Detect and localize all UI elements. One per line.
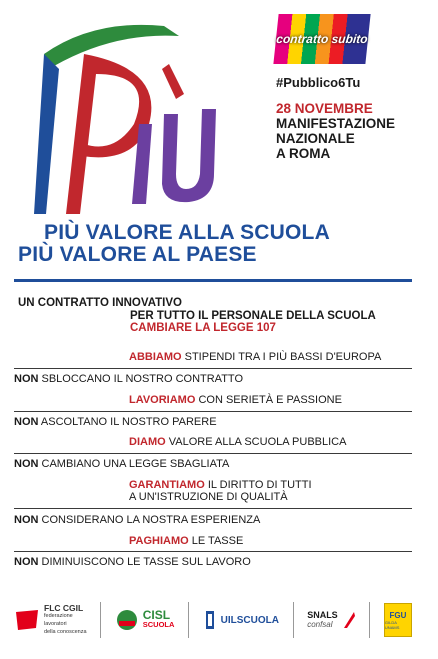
statement-row: LAVORIAMO CON SERIETÀ E PASSIONE	[129, 394, 342, 406]
intro-block	[18, 297, 376, 335]
statement-row: NON SBLOCCANO IL NOSTRO CONTRATTO	[14, 373, 243, 385]
headline-divider	[14, 279, 412, 282]
row-divider	[14, 551, 412, 552]
headline-line-2: PIÙ VALORE AL PAESE	[18, 243, 257, 266]
flc-flag-icon	[14, 608, 40, 632]
uil-scuola-logo: UILSCUOLA	[203, 600, 279, 640]
contratto-subito-badge	[273, 14, 370, 64]
statement-row: PAGHIAMO LE TASSE	[129, 535, 244, 547]
headline-line-1: PIÙ VALORE ALLA SCUOLA	[44, 221, 330, 244]
logo-blue-stroke	[34, 54, 59, 214]
row-divider	[14, 508, 412, 509]
event-line-3: A ROMA	[276, 146, 331, 161]
row-divider	[14, 411, 412, 412]
row-divider	[14, 453, 412, 454]
event-line-1: MANIFESTAZIONE	[276, 116, 395, 131]
cisl-circle-icon	[115, 608, 139, 632]
headline	[18, 221, 434, 266]
statement-row: NON CAMBIANO UNA LEGGE SBAGLIATA	[14, 458, 230, 470]
footer-divider	[188, 602, 189, 638]
footer-divider	[100, 602, 101, 638]
piu-logo	[14, 14, 224, 219]
cisl-scuola-logo: CISL SCUOLA	[115, 600, 175, 640]
flc-cgil-logo: FLC CGIL federazione lavoratori della conoscenza	[14, 600, 87, 640]
statement-row: NON CONSIDERANO LA NOSTRA ESPERIENZA	[14, 514, 261, 526]
union-logos	[14, 596, 412, 644]
snals-swoosh-icon	[342, 610, 356, 630]
event-line-2: NAZIONALE	[276, 131, 355, 146]
intro-line-2: PER TUTTO IL PERSONALE DELLA SCUOLA	[130, 309, 376, 322]
statement-row: NON ASCOLTANO IL NOSTRO PARERE	[14, 416, 217, 428]
uil-tower-icon	[203, 609, 217, 631]
statement-row: DIAMO VALORE ALLA SCUOLA PUBBLICA	[129, 436, 347, 448]
row-divider	[14, 368, 412, 369]
footer-divider	[293, 602, 294, 638]
statement-row: GARANTIAMO IL DIRITTO DI TUTTI A UN'ISTRUZIONE DI QUALITÀ	[129, 479, 312, 503]
intro-line-3: CAMBIARE LA LEGGE 107	[130, 322, 276, 334]
logo-purple-u-stroke	[162, 109, 216, 202]
badge-text: contratto subito	[275, 32, 369, 46]
statement-row: ABBIAMO STIPENDI TRA I PIÙ BASSI D'EUROPA	[129, 351, 382, 363]
logo-green-stroke	[44, 25, 179, 66]
snals-logo: SNALS confsal	[307, 600, 356, 640]
event-title	[276, 116, 436, 161]
intro-line-1: UN CONTRATTO INNOVATIVO	[18, 297, 182, 309]
hashtag: #Pubblico6Tu	[276, 75, 361, 90]
fgu-gilda-logo: FGU GILDA UNAMS	[384, 600, 412, 640]
statement-row: NON DIMINUISCONO LE TASSE SUL LAVORO	[14, 556, 251, 568]
logo-red-accent	[162, 64, 184, 99]
footer-divider	[369, 602, 370, 638]
event-date: 28 NOVEMBRE	[276, 101, 373, 116]
